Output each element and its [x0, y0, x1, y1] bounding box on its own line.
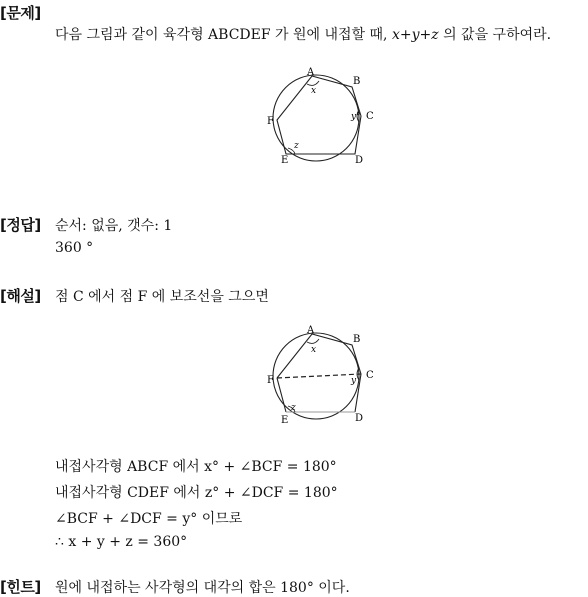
- label-x: x: [311, 86, 317, 96]
- problem-text-after: 의 값을 구하여라.: [438, 27, 552, 43]
- var-y: y: [411, 27, 420, 43]
- label-D: D: [355, 155, 364, 166]
- problem-text: [55, 24, 551, 44]
- problem-text-before: 다음 그림과 같이 육각형 ABCDEF 가 원에 내접할 때,: [55, 27, 392, 43]
- plus-sign: +: [399, 27, 412, 43]
- label-A: A: [307, 325, 315, 336]
- label-E: E: [281, 155, 289, 166]
- var-x: x: [391, 27, 400, 43]
- hint-tag: [힌트]: [0, 578, 41, 596]
- label-B: B: [353, 334, 361, 345]
- hint-text: 원에 내접하는 사각형의 대각의 합은 180° 이다.: [55, 580, 350, 596]
- angle-arc-x: [307, 81, 319, 85]
- label-x: x: [311, 345, 317, 355]
- label-E: E: [281, 415, 289, 426]
- explanation-intro: 점 C 에서 점 F 에 보조선을 그으면: [55, 289, 269, 305]
- label-B: B: [353, 76, 361, 87]
- explanation-line: ∴ x + y + z = 360°: [55, 534, 188, 550]
- label-y: y: [351, 376, 357, 386]
- hexagon-upper: [277, 334, 361, 412]
- explanation-line: 내접사각형 CDEF 에서 z° + ∠DCF = 180°: [55, 485, 338, 501]
- label-z: z: [291, 403, 296, 413]
- explanation-tag: [해설]: [0, 287, 41, 305]
- side-EF: [277, 378, 286, 412]
- answer-line-1: 순서: 없음, 갯수: 1: [55, 218, 173, 234]
- hexagon: [277, 76, 361, 154]
- problem-tag: [문제]: [0, 4, 41, 22]
- label-F: F: [267, 375, 274, 386]
- label-D: D: [355, 413, 364, 424]
- label-C: C: [366, 370, 374, 381]
- label-C: C: [366, 111, 374, 122]
- label-z: z: [294, 141, 299, 151]
- var-z: z: [431, 27, 439, 43]
- explanation-line: 내접사각형 ABCF 에서 x° + ∠BCF = 180°: [55, 459, 337, 475]
- hexagon-figure-1: [262, 64, 387, 174]
- plus-sign: +: [419, 27, 432, 43]
- auxiliary-line-CF: [277, 374, 361, 378]
- hexagon-figure-2: [262, 322, 387, 432]
- label-A: A: [307, 67, 315, 78]
- label-F: F: [267, 116, 274, 127]
- answer-tag: [정답]: [0, 216, 41, 234]
- answer-line-2: 360 °: [55, 240, 94, 256]
- label-y: y°: [351, 112, 361, 122]
- angle-arc-x: [307, 339, 319, 343]
- explanation-line: ∠BCF + ∠DCF = y° 이므로: [55, 511, 243, 527]
